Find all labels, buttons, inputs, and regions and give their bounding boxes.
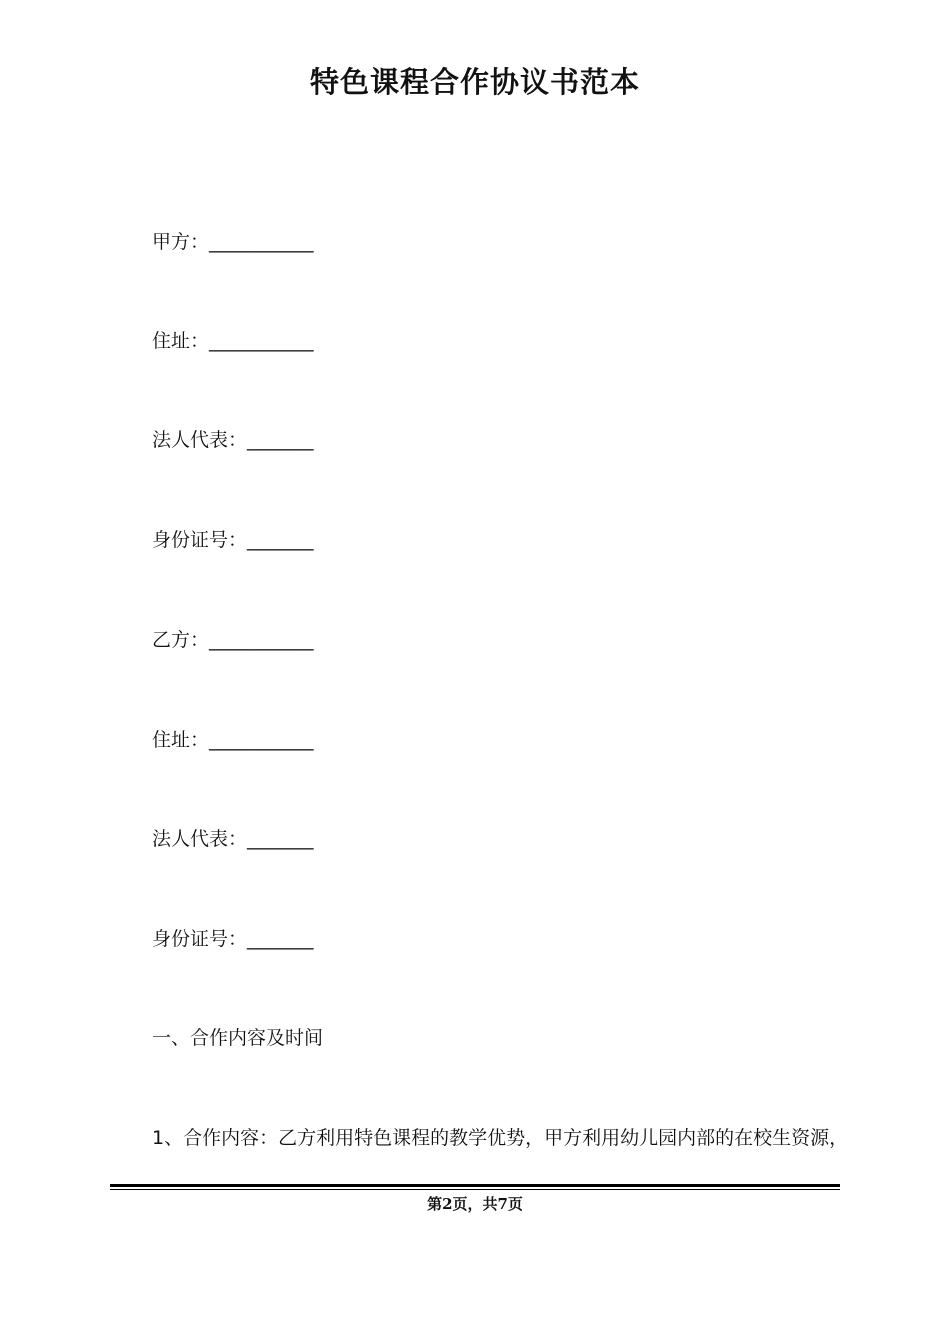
party-b-id-number-field: 身份证号：_______ [152, 928, 314, 950]
party-b-address-field: 住址：___________ [152, 729, 314, 751]
footer-divider-thin [110, 1189, 840, 1190]
body-paragraph: 1、合作内容：乙方利用特色课程的教学优势，甲方利用幼儿园内部的在校生资源， [152, 1127, 849, 1149]
party-a-legal-representative-field: 法人代表：_______ [152, 429, 314, 451]
section-heading: 一、合作内容及时间 [152, 1027, 324, 1049]
party-a-id-number-field: 身份证号：_______ [152, 529, 314, 551]
party-b-field: 乙方：___________ [152, 629, 314, 651]
party-b-legal-representative-field: 法人代表：_______ [152, 828, 314, 850]
footer-divider [110, 1184, 840, 1187]
page-number: 第2页，共7页 [427, 1195, 523, 1213]
party-a-address-field: 住址：___________ [152, 330, 314, 352]
document-title: 特色课程合作协议书范本 [309, 65, 640, 99]
party-a-field: 甲方：___________ [152, 231, 314, 253]
